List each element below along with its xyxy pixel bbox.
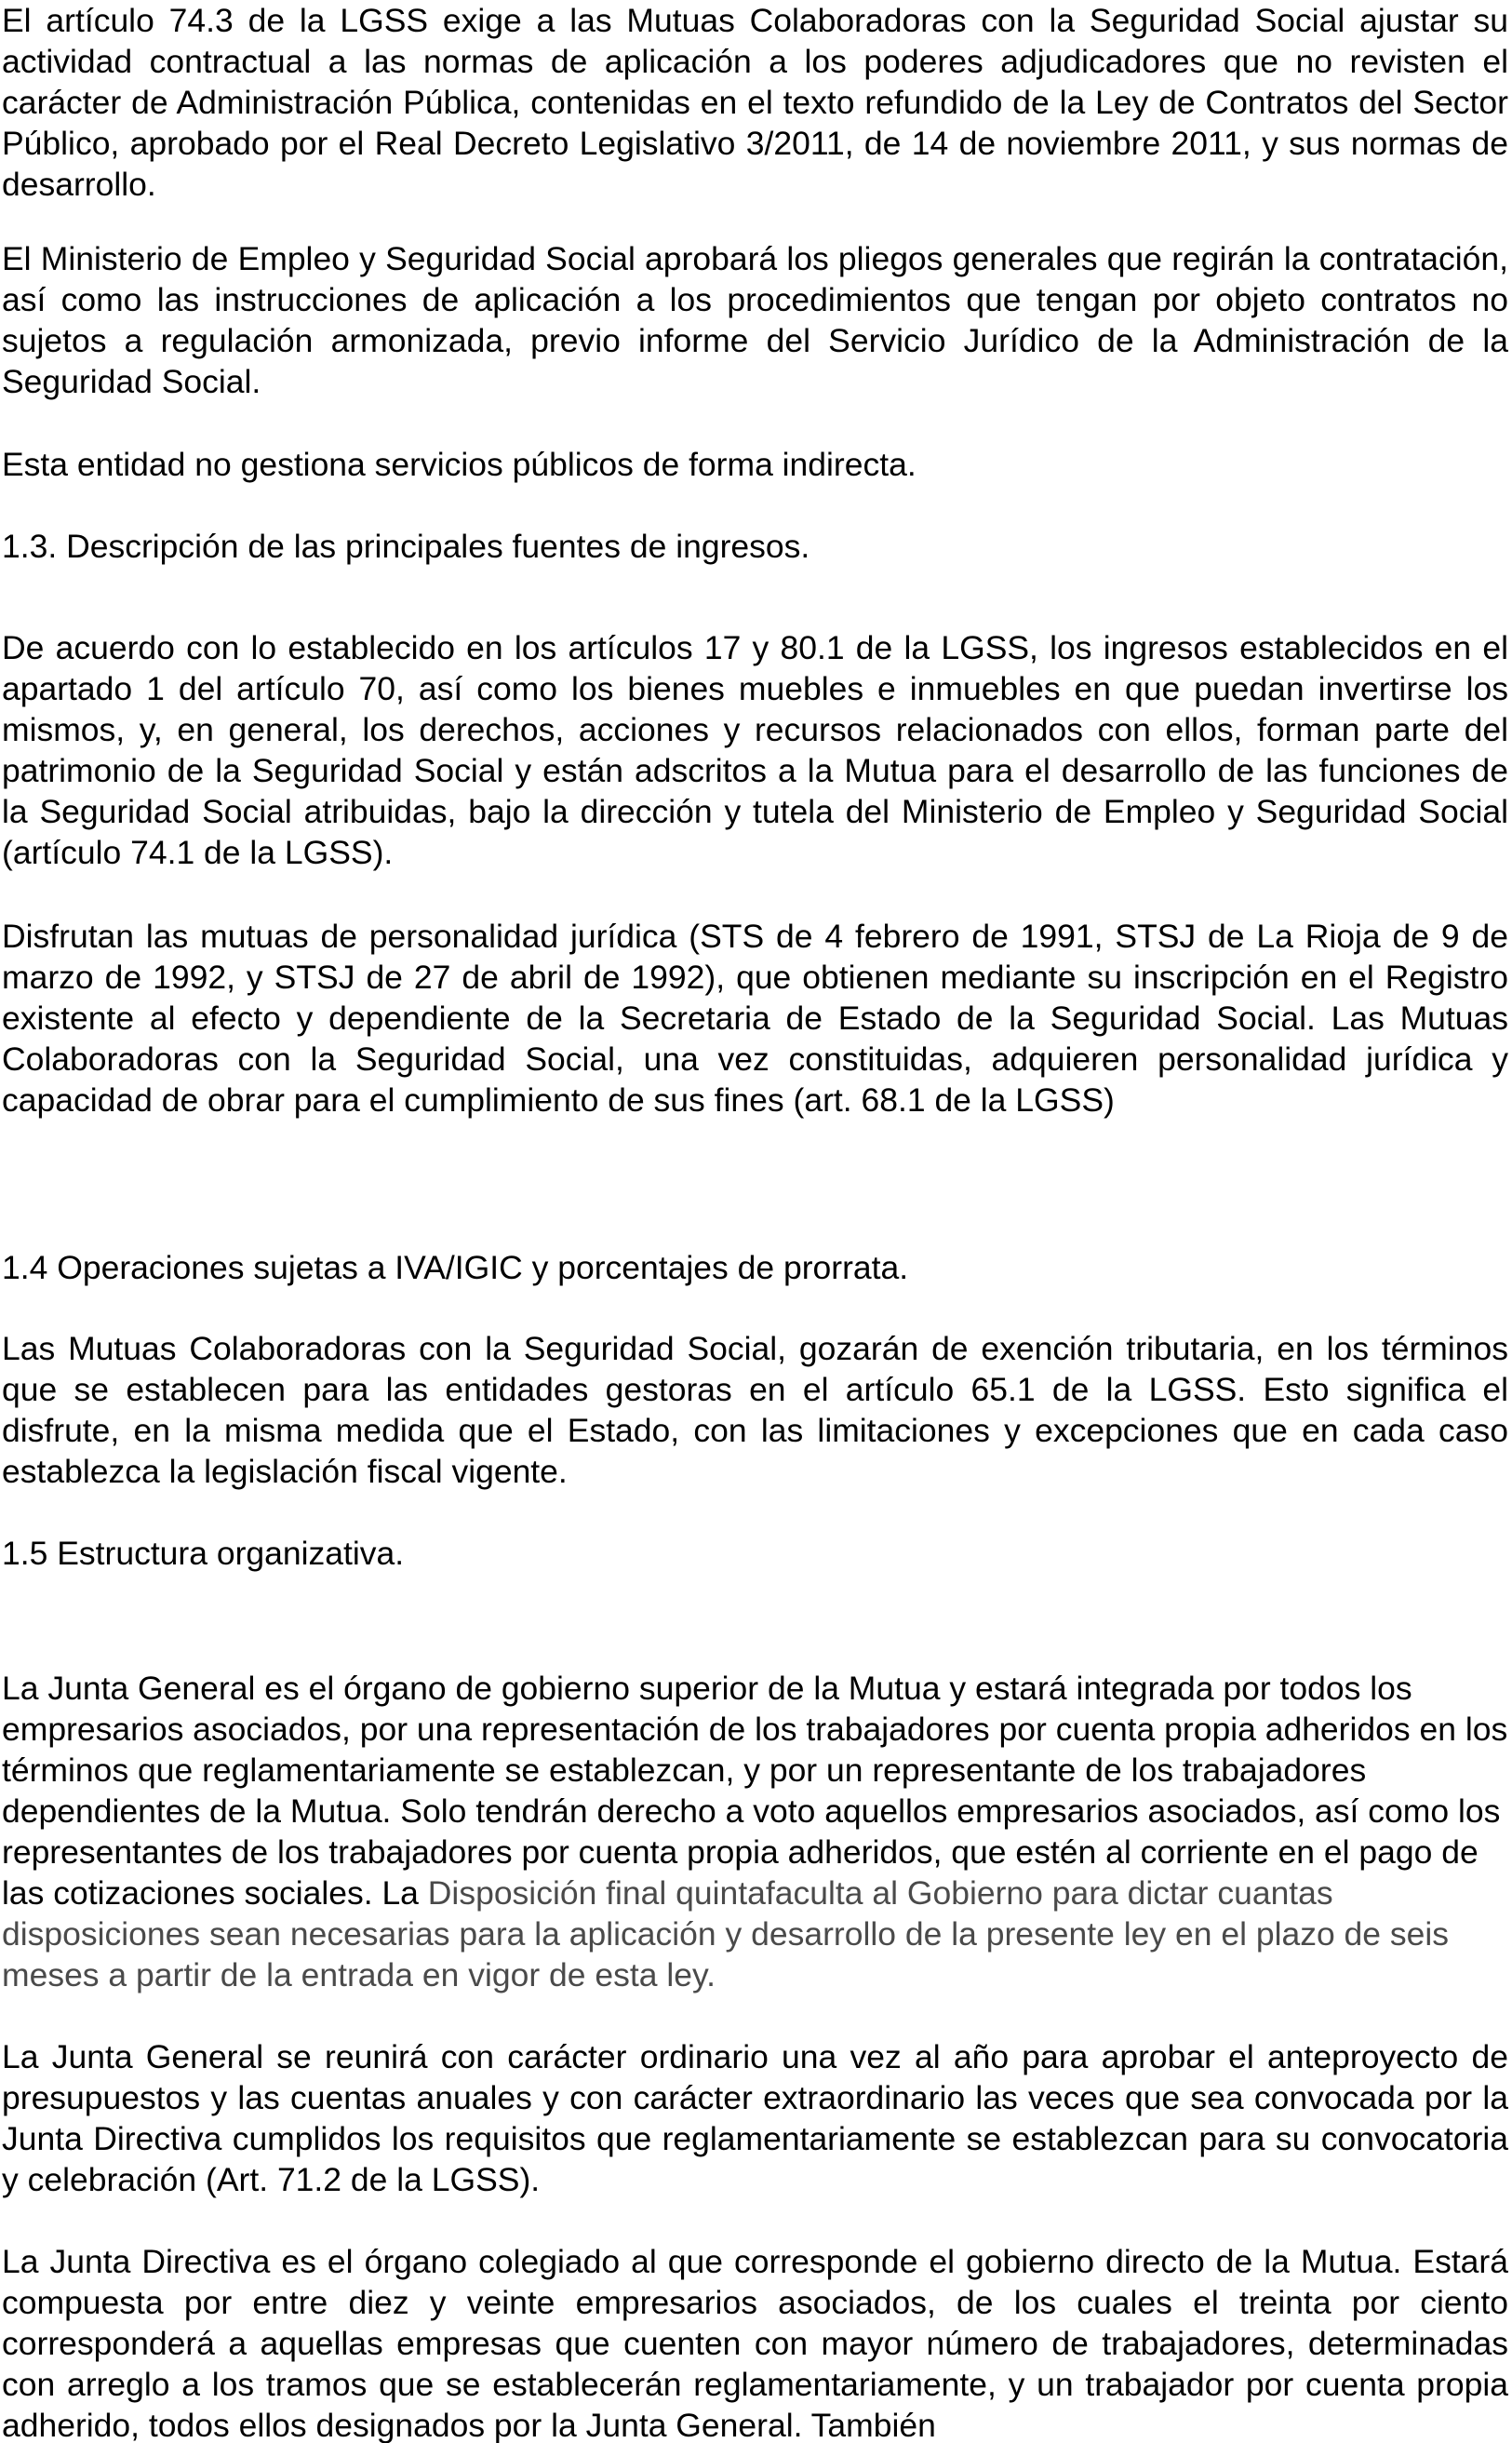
paragraph-disposicion-final-text: Disposición final quintafaculta al Gobierno para dictar cuantas disposiciones sean necesarias para la aplicación y desarrollo de la presente ley en el plazo de seis meses a partir de la entrada en vigor de esta ley. <box>2 1874 1450 1993</box>
section-heading-1-3: 1.3. Descripción de las principales fuentes de ingresos. <box>2 528 810 565</box>
paragraph-personalidad-juridica: Disfrutan las mutuas de personalidad jurídica (STS de 4 febrero de 1991, STSJ de La Rioja de 9 de marzo de 1992, y STSJ de 27 de abril de 1992), que obtienen mediante su inscripción en el Registro existente al efecto y dependiente de la Secretaria de Estado de la Seguridad Social. Las Mutuas Colaboradoras con la Seguridad Social, una vez constituidas, adquieren personalidad jurídica y capacidad de obrar para el cumplimiento de sus fines (art. 68.1 de la LGSS) <box>2 918 1508 1119</box>
paragraph-ministerio-pliegos: El Ministerio de Empleo y Seguridad Social aprobará los pliegos generales que regirán la contratación, así como las instrucciones de aplicación a los procedimientos que tengan por objeto contratos no sujetos a regulación armonizada, previo informe del Servicio Jurídico de la Administración de la Seguridad Social. <box>2 240 1508 400</box>
section-heading-1-5: 1.5 Estructura organizativa. <box>2 1535 405 1572</box>
section-heading-1-4: 1.4 Operaciones sujetas a IVA/IGIC y porcentajes de prorrata. <box>2 1249 909 1286</box>
paragraph-junta-general-composicion <box>2 1668 1508 1995</box>
paragraph-contratacion-lgss: El artículo 74.3 de la LGSS exige a las Mutuas Colaboradoras con la Seguridad Social ajustar su actividad contractual a las normas de aplicación a los poderes adjudicadores que no revisten el carácter de Administración Pública, contenidas en el texto refundido de la Ley de Contratos del Sector Público, aprobado por el Real Decreto Legislativo 3/2011, de 14 de noviembre 2011, y sus normas de desarrollo. <box>2 2 1508 203</box>
paragraph-junta-general-reuniones: La Junta General se reunirá con carácter ordinario una vez al año para aprobar el anteproyecto de presupuestos y las cuentas anuales y con carácter extraordinario las veces que sea convocada por la Junta Directiva cumplidos los requisitos que reglamentariamente se establezcan para su convocatoria y celebración (Art. 71.2 de la LGSS). <box>2 2038 1508 2198</box>
paragraph-servicios-publicos: Esta entidad no gestiona servicios públicos de forma indirecta. <box>2 446 917 483</box>
paragraph-junta-directiva: La Junta Directiva es el órgano colegiado al que corresponde el gobierno directo de la Mutua. Estará compuesta por entre diez y veinte empresarios asociados, de los cuales el treinta por ciento corresponderá a aquellas empresas que cuenten con mayor número de trabajadores, determinadas con arreglo a los tramos que se establecerán reglamentariamente, y un trabajador por cuenta propia adherido, todos ellos designados por la Junta General. También <box>2 2243 1508 2443</box>
paragraph-fuentes-ingresos: De acuerdo con lo establecido en los artículos 17 y 80.1 de la LGSS, los ingresos establecidos en el apartado 1 del artículo 70, así como los bienes muebles e inmuebles en que puedan invertirse los mismos, y, en general, los derechos, acciones y recursos relacionados con ellos, forman parte del patrimonio de la Seguridad Social y están adscritos a la Mutua para el desarrollo de las funciones de la Seguridad Social atribuidas, bajo la dirección y tutela del Ministerio de Empleo y Seguridad Social (artículo 74.1 de la LGSS). <box>2 629 1508 871</box>
paragraph-junta-general-main-text: La Junta General es el órgano de gobierno superior de la Mutua y estará integrada por todos los empresarios asociados, por una representación de los trabajadores por cuenta propia adheridos en los términos que reglamentariamente se establezcan, y por un representante de los trabajadores dependientes de la Mutua. Solo tendrán derecho a voto aquellos empresarios asociados, así como los representantes de los trabajadores por cuenta propia adheridos, que estén al corriente en el pago de las cotizaciones sociales. La <box>2 1670 1508 1912</box>
paragraph-exencion-tributaria: Las Mutuas Colaboradoras con la Seguridad Social, gozarán de exención tributaria, en los términos que se establecen para las entidades gestoras en el artículo 65.1 de la LGSS. Esto significa el disfrute, en la misma medida que el Estado, con las limitaciones y excepciones que en cada caso establezca la legislación fiscal vigente. <box>2 1330 1508 1490</box>
